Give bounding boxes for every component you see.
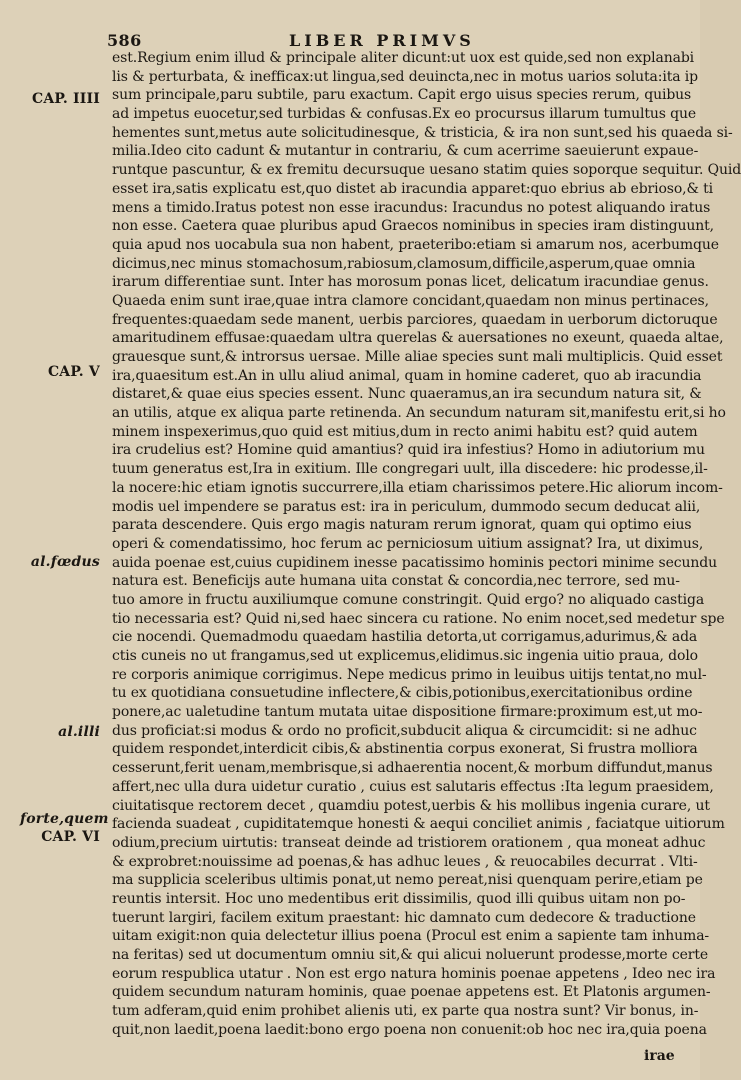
text-line: auida poenae est,cuius cupidinem inesse pacatissimo hominis pectori minime secundu [112,554,717,571]
margin-notes [0,0,110,1080]
text-line: irarum differentiae sunt. Inter has morosum ponas licet, delicatum iracundiae genus. [112,274,709,291]
text-line: dus proficiat:si modus & ordo no proficit,subducit aliqua & circumcidit: si ne adhuc [112,722,697,739]
text-line: & exprobret:nouissime ad poenas,& has adhuc leues , & reuocabiles decurrat . Vlti- [112,853,698,870]
text-line: ira,quaesitum est.An in ullu aliud animal, quam in homine caderet, quo ab iracundia [112,367,702,384]
text-line: tuo amore in fructu auxiliumque comune constringit. Quid ergo? no aliquado castiga [112,591,705,608]
text-line: ad impetus euocetur,sed turbidas & confusas.Ex eo procursus illarum tumultus que [112,106,697,123]
text-line: ctis cuneis no ut frangamus,sed ut explicemus,elidimus.sic ingenia uitio praua, dolo [112,648,698,664]
text-line: modis uel impendere se paratus est: ira in periculum, dummodo secum deducat alii, [112,498,701,515]
text-line: quia apud nos uocabula sua non habent, praeteribo:etiam si amarum nos, acerbumque [112,236,719,253]
margin-note-al-foedus: al.fœdus [30,554,100,570]
text-line: natura est. Beneficijs aute humana uita constat & concordia,nec terrore, sed mu- [112,573,680,590]
text-line: milia.Ideo cito cadunt & mutantur in contrariu, & cum acerrime saeuierunt expaue- [112,143,699,160]
text-line: uitam exigit:non quia delectetur illius poena (Procul est enim a sapiente tam inhuma- [112,928,710,945]
text-line: amaritudinem effusae:quaedam ultra querelas & auersationes no exeunt, quaeda altae, [112,330,724,347]
text-line: la nocere:hic etiam ignotis succurrere,illa etiam charissimos petere.Hic aliorum incom- [112,479,723,496]
text-line: lis & perturbata, & inefficax:ut lingua,sed deuincta,nec in motus uarios soluta:ita ip [112,68,698,85]
text-line: runtque pascuntur, & ex fremitu decursuque uesano statim quies soporque sequitur. Quid [112,162,741,179]
page-number: 586 [107,31,142,50]
text-line: Quaeda enim sunt irae,quae intra clamore concidant,quaedam non minus pertinaces, [112,292,709,309]
text-line: ma supplicia sceleribus ultimis ponat,ut nemo pereat,nisi quenquam perire,etiam pe [112,872,703,889]
text-line: odium,precium uirtutis: transeat deinde ad tristiorem orationem , qua moneat adhuc [112,834,706,851]
text-line: na feritas) sed ut documentum omniu sit,& qui alicui noluerunt prodesse,morte certe [112,947,708,963]
margin-note-cap-v: CAP. V [47,364,100,380]
text-line: minem inspexerimus,quo quid est mitius,dum in recto animi habitu est? quid autem [112,423,698,440]
text-line: an utilis, atque ex aliqua parte retinenda. An secundum naturam sit,manifestu erit,si ho [112,405,726,422]
margin-note-forte-quem: forte,quem [20,811,109,827]
running-title: LIBER PRIMVS [289,31,475,50]
text-line: quidem respondet,interdicit cibis,& abstinentia corpus exonerat, Si frustra molliora [112,741,698,758]
text-line: non esse. Caetera quae pluribus apud Graecos nominibus in species iram distinguunt, [112,218,714,235]
text-line: tio necessaria est? Quid ni,sed haec sincera cu ratione. No enim nocet,sed medetur spe [112,610,725,627]
text-line: ponere,ac ualetudine tantum mutata uitae dispositione firmare:proximum est,ut mo- [112,704,703,721]
margin-note-cap-iiii: CAP. IIII [32,91,100,107]
text-line: parata descendere. Quis ergo magis naturam rerum ignorat, quam qui optimo eius [112,517,692,534]
text-line: grauesque sunt,& introrsus uersae. Mille aliae species sunt mali multiplicis. Quid esset [112,349,723,365]
text-line: dicimus,nec minus stomachosum,rabiosum,clamosum,difficile,asperum,quae omnia [112,255,696,272]
text-line: eorum respublica utatur . Non est ergo natura hominis poenae appetens , Ideo nec ira [112,965,716,982]
text-line: tum adferam,quid enim prohibet alienis uti, ex parte qua nostra sunt? Vir bonus, in- [112,1003,699,1020]
text-line: est.Regium enim illud & principale aliter dicunt:ut uox est quide,sed non explanabi [112,50,695,66]
text-line: quit,non laedit,poena laedit:bono ergo poena non conuenit:ob hoc nec ira,quia poena [112,1021,707,1038]
text-line: cesserunt,ferit uenam,membrisque,si adhaerentia nocent,& morbum diffundut,manus [112,760,713,777]
text-line: affert,nec ulla dura uidetur curatio , cuius est salutaris effectus :Ita legum praesidem, [112,778,714,795]
text-line: tu ex quotidiana consuetudine inflectere,& cibis,potionibus,exercitationibus ordine [112,685,693,702]
text-line: frequentes:quaedam sede manent, uerbis parciores, quaedam in uerborum dictoruque [112,311,718,328]
text-line: facienda suadeat , cupiditatemque honesti & aequi conciliet animis , faciatque uitiorum [112,816,725,833]
catchword: irae [644,1048,675,1064]
text-line: ciuitatisque rectorem decet , quamdiu potest,uerbis & his mollibus ingenia curare, ut [112,797,710,814]
main-text [112,49,741,1039]
text-line: cie nocendi. Quemadmodu quaedam hastilia detorta,ut corrigamus,adurimus,& ada [112,629,698,646]
text-line: quidem secundum naturam hominis, quae poenae appetens est. Et Platonis argumen- [112,984,711,1001]
text-line: esset ira,satis explicatu est,quo distet ab iracundia apparet:quo ebrius ab ebrioso,& ti [112,180,714,197]
text-line: mens a timido.Iratus potest non esse iracundus: Iracundus no potest aliquando iratus [112,199,711,216]
text-line: operi & comendatissimo, hoc ferum ac perniciosum uitium assignat? Ira, ut diximus, [112,535,704,552]
text-line: sum principale,paru subtile, paru exactum. Capit ergo uisus species rerum, quibus [112,87,692,104]
text-line: re corporis animique corrigimus. Nepe medicus primo in leuibus uitijs tentat,no mul- [112,666,707,683]
text-line: tuerunt largiri, facilem exitum praestant: hic damnato cum dedecore & traductione [112,909,696,926]
margin-note-al-illi: al.illi [58,724,100,740]
margin-note-cap-vi: CAP. VI [41,829,100,845]
text-line: distaret,& quae eius species essent. Nunc quaeramus,an ira secundum natura sit, & [112,386,702,403]
text-line: reuntis intersit. Hoc uno medentibus erit dissimilis, quod illi quibus uitam non po- [112,890,686,907]
text-line: tuum generatus est,Ira in exitium. Ille congregari uult, illa discedere: hic prodesse,il- [112,461,708,478]
text-line: ira crudelius est? Homine quid amantius? quid ira infestius? Homo in adiutorium mu [112,442,705,459]
text-line: hementes sunt,metus aute solicitudinesque, & tristicia, & ira non sunt,sed his quaeda si- [112,124,733,141]
